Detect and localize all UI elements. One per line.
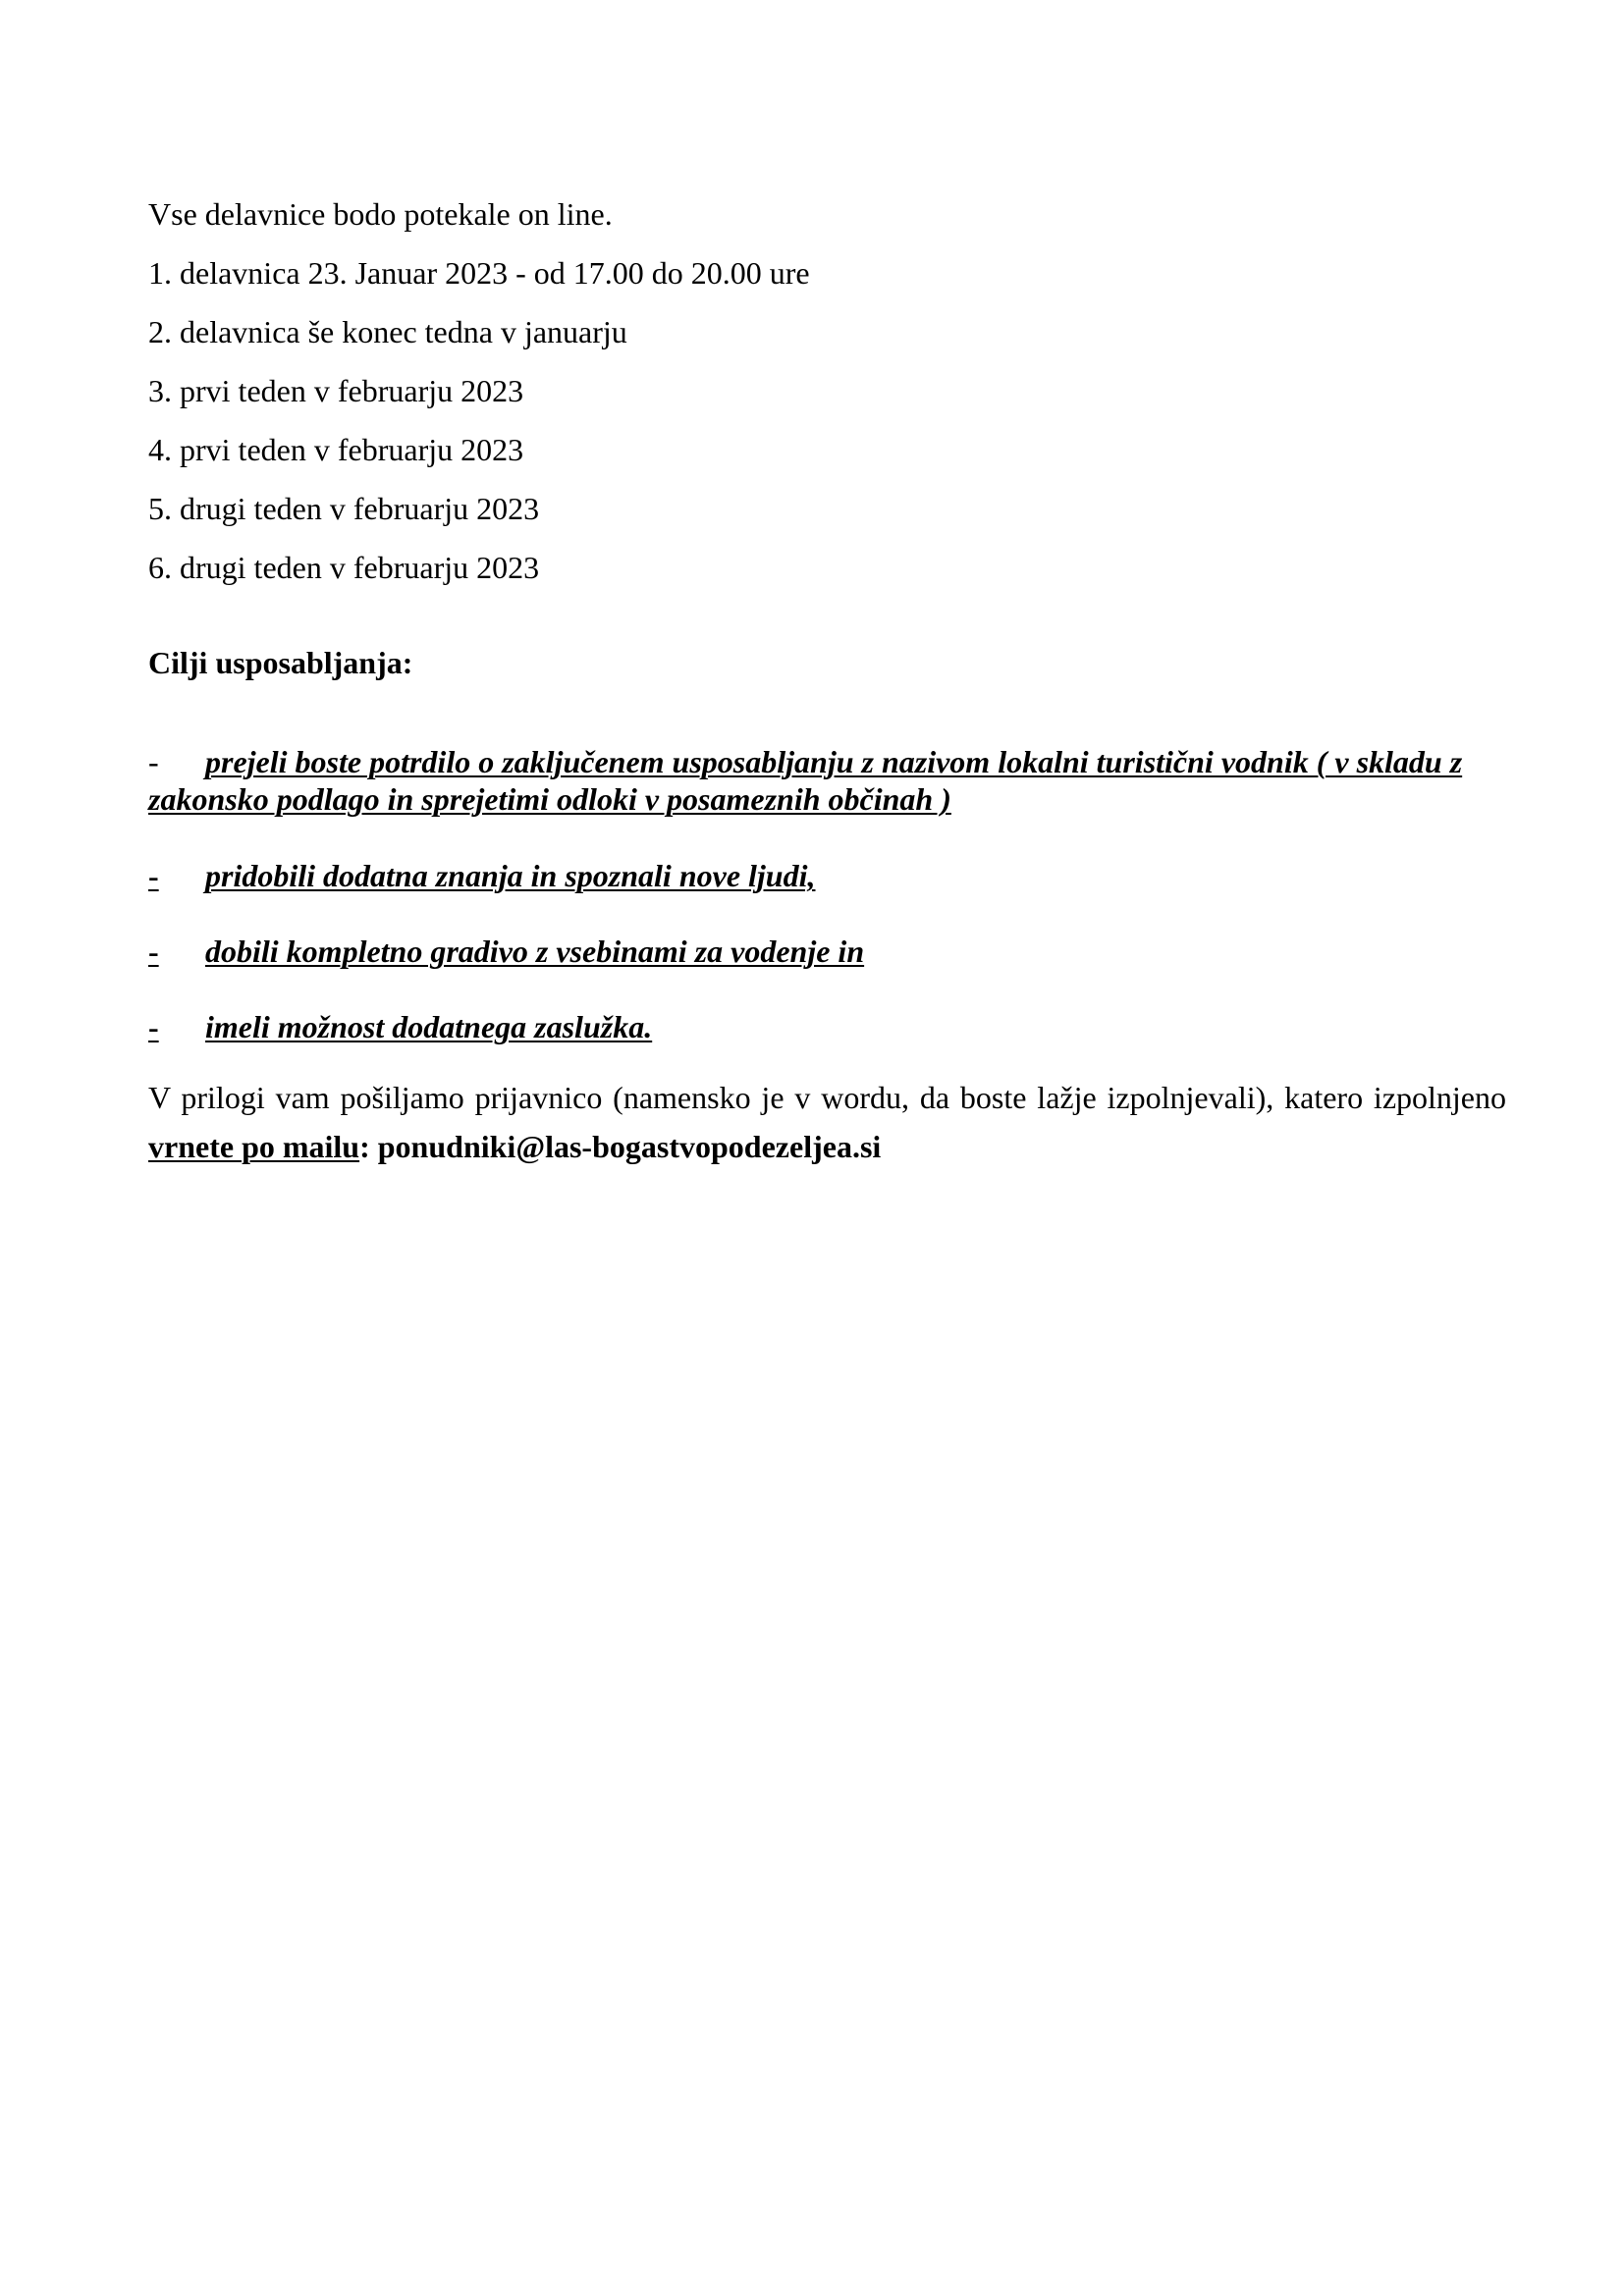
schedule-item-2: 2. delavnica še konec tedna v januarju <box>148 314 627 349</box>
goal-item-2 <box>148 857 1506 894</box>
goal-item-3 <box>148 933 1506 970</box>
contact-email[interactable]: ponudniki@las-bogastvopodezeljea.si <box>377 1129 882 1164</box>
goal-text: prejeli boste potrdilo o zaključenem usposabljanju z nazivom lokalni turistični vodnik ( v skladu z zakonsko podlago in sprejetimi odloki v posameznih občinah ) <box>148 744 1463 817</box>
goal-item-1 <box>148 743 1506 818</box>
schedule-item-6: 6. drugi teden v februarju 2023 <box>148 550 540 585</box>
goal-bullet: - <box>148 744 159 779</box>
goals-heading: Cilji usposabljanja: <box>148 645 413 680</box>
closing-paragraph <box>148 1073 1506 1171</box>
schedule-item-3: 3. prvi teden v februarju 2023 <box>148 373 524 408</box>
goal-bullet: - <box>148 1009 159 1044</box>
schedule-item-4: 4. prvi teden v februarju 2023 <box>148 432 524 467</box>
schedule-intro: Vse delavnice bodo potekale on line. <box>148 196 613 232</box>
goal-text: dobili kompletno gradivo z vsebinami za vodenje in <box>205 934 865 969</box>
goal-bullet: - <box>148 934 159 969</box>
return-by-mail-label: vrnete po mailu <box>148 1129 360 1164</box>
schedule-item-1: 1. delavnica 23. Januar 2023 - od 17.00 do 20.00 ure <box>148 255 810 291</box>
goal-text: pridobili dodatna znanja in spoznali nove ljudi, <box>205 858 816 893</box>
goal-item-4 <box>148 1008 1506 1045</box>
goal-bullet: - <box>148 858 159 893</box>
schedule-item-5: 5. drugi teden v februarju 2023 <box>148 491 540 526</box>
closing-colon: : <box>359 1129 378 1164</box>
closing-text: V prilogi vam pošiljamo prijavnico (namensko je v wordu, da boste lažje izpolnjevali), katero izpolnjeno <box>148 1080 1506 1115</box>
goal-text: imeli možnost dodatnega zaslužka. <box>205 1009 653 1044</box>
